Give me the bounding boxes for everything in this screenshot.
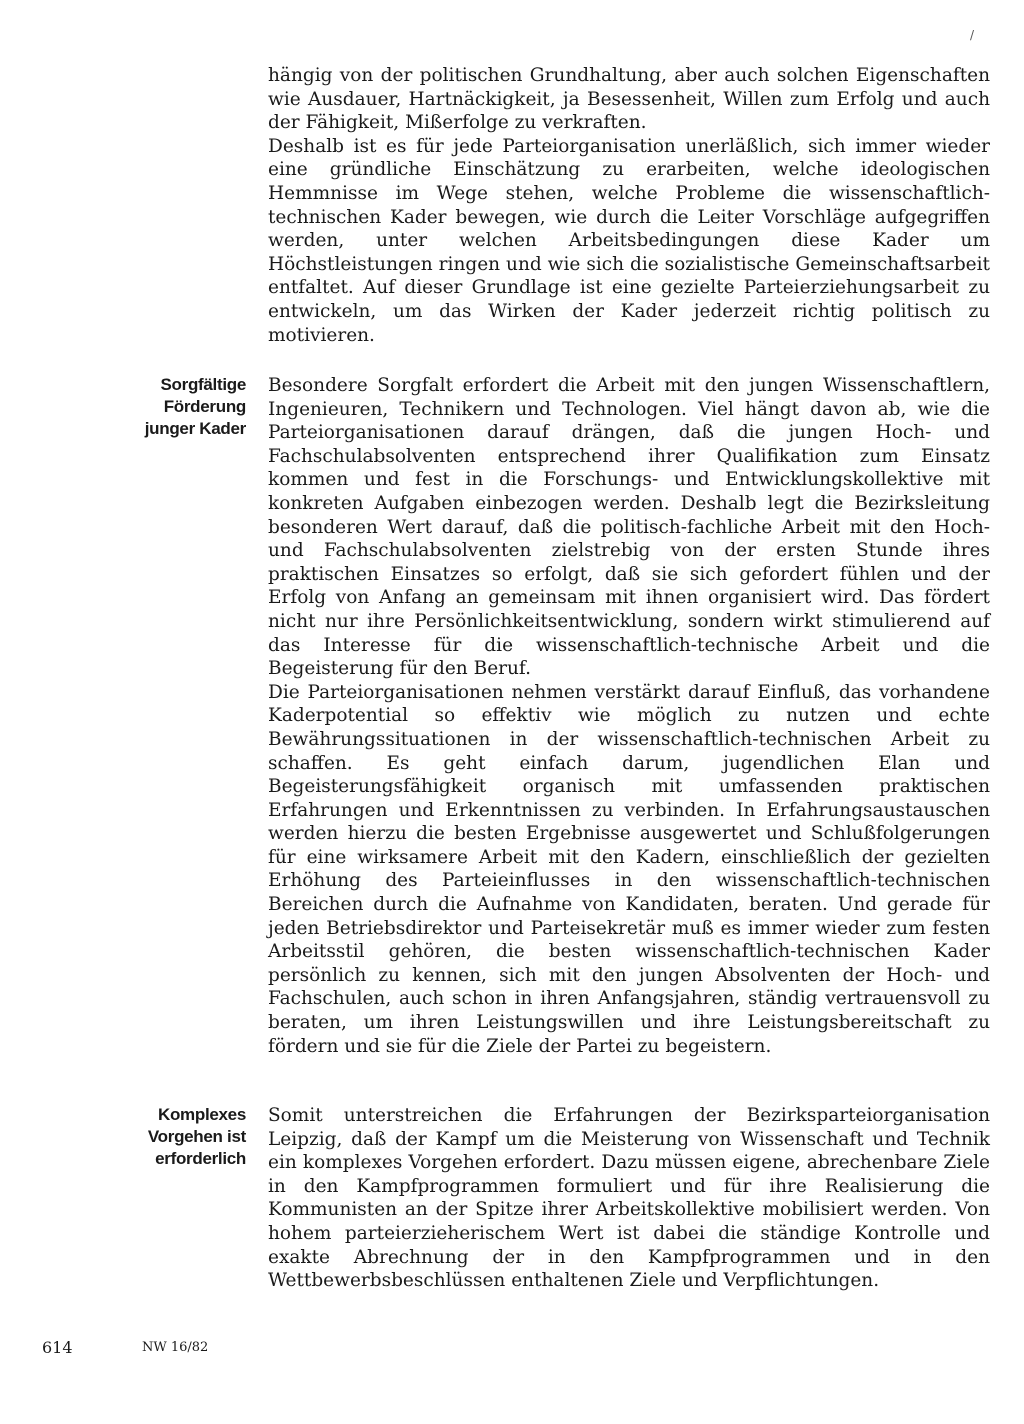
paragraph: Deshalb ist es für jede Parteiorganisation unerläßlich, sich immer wieder eine gründliche Einschätzung zu erarbeiten, welche ideologischen Hemmnisse im Wege stehen, welche Probleme die wissenschaftlich-technischen Kader bewegen, wie durch die Leiter Vorschläge aufgegriffen werden, unter welchen Arbeitsbedingungen diese Kader um Höchstleistungen ringen und wie sich die sozialistische Gemeinschaftsarbeit entfaltet. Auf dieser Grundlage ist eine gezielte Parteierziehungsarbeit zu entwickeln, um das Wirken der Kader jederzeit richtig politisch zu motivieren. [268, 135, 990, 346]
section-1-text [268, 64, 990, 347]
paragraph: hängig von der politischen Grundhaltung, aber auch solchen Eigenschaften wie Ausdauer, Hartnäckigkeit, ja Besessenheit, Willen zum Erfolg und auch der Fähigkeit, Mißerfolge zu verkraften. [268, 65, 990, 134]
paragraph: Somit unterstreichen die Erfahrungen der Bezirksparteiorganisation Leipzig, daß der Kampf um die Meisterung von Wissenschaft und Technik ein komplexes Vorgehen erfordert. Dazu müssen eigene, abrechenbare Ziele in den Kampfprogrammen formuliert und für ihre Realisierung die Kommunisten an der Spitze ihrer Arbeitskollektive mobilisiert werden. Von hohem parteierzieherischem Wert ist dabei die ständige Kontrolle und exakte Abrechnung der in den Kampfprogrammen und in den Wettbewerbsbeschlüssen enthaltenen Ziele und Verpflichtungen. [268, 1105, 990, 1292]
page-number: 614 [42, 1338, 73, 1357]
margin-heading-sorgfaeltige-foerderung: Sorgfältige Förderung junger Kader [144, 375, 246, 438]
paragraph: Die Parteiorganisationen nehmen verstärkt darauf Einfluß, das vorhandene Kaderpotential so effektiv wie möglich zu nutzen und echte Bewährungssituationen in der wissenschaftlich-technischen Arbeit zu schaffen. Es geht einfach darum, jugendlichen Elan und Begeisterungsfähigkeit organisch mit umfassenden praktischen Erfahrungen und Erkenntnissen zu verbinden. In Erfahrungsaustauschen werden hierzu die besten Ergebnisse ausgewertet und Schlußfolgerungen für eine wirksamere Arbeit mit den Kadern, einschließlich der gezielten Erhöhung des Parteieinflusses in den wissenschaftlich-technischen Bereichen durch die Aufnahme von Kandidaten, beraten. Und gerade für jeden Betriebsdirektor und Parteisekretär muß es immer wieder zum festen Arbeitsstil gehören, die besten wissenschaftlich-technischen Kader persönlich zu kennen, sich mit den jungen Absolventen der Hoch- und Fachschulen, auch schon in ihren Anfangsjahren, ständig vertrauensvoll zu beraten, um ihren Leistungswillen und ihre Leistungsbereitschaft zu fördern und sie für die Ziele der Partei zu begeistern. [268, 681, 990, 1057]
source-reference: NW 16/82 [142, 1340, 209, 1355]
scan-mark: / [970, 28, 975, 42]
margin-heading-komplexes-vorgehen: Komplexes Vorgehen ist erforderlich [147, 1105, 246, 1168]
section-2-text [268, 374, 990, 1058]
paragraph: Besondere Sorgfalt erfordert die Arbeit mit den jungen Wissenschaftlern, Ingenieuren, Technikern und Technologen. Viel hängt davon ab, wie die Parteiorganisationen darauf drängen, daß die jungen Hoch- und Fachschulabsolventen entsprechend ihrer Qualifikation zum Einsatz kommen und fest in die Forschungs- und Entwicklungskollektive mit konkreten Aufgaben einbezogen werden. Deshalb legt die Bezirksleitung besonderen Wert darauf, daß die politisch-fachliche Arbeit mit den Hoch- und Fachschulabsolventen zielstrebig von der ersten Stunde ihres praktischen Einsatzes so erfolgt, daß sie sich gefordert fühlen und der Erfolg von Anfang an gemeinsam mit ihnen organisiert wird. Das fördert nicht nur ihre Persönlichkeitsentwicklung, sondern wirkt stimulierend auf das Interesse für die wissenschaftlich-technische Arbeit und die Begeisterung für den Beruf. [268, 375, 990, 680]
section-3-text [268, 1104, 990, 1293]
